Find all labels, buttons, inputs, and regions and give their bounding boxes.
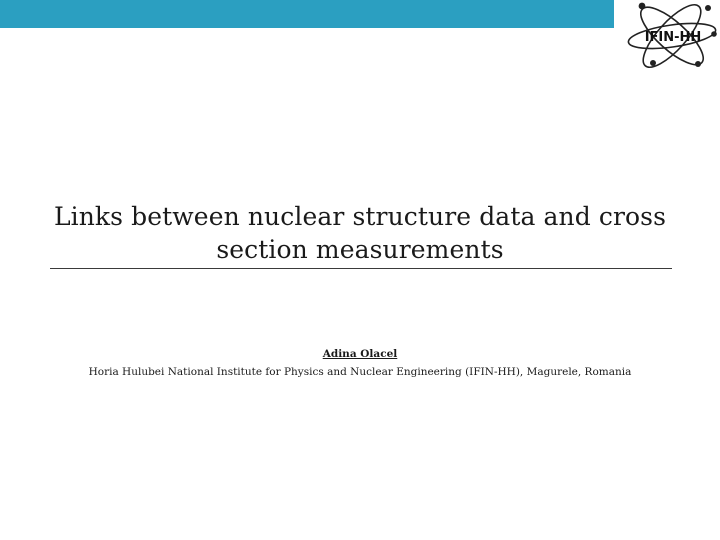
- logo-text: IFIN-HH: [644, 30, 702, 45]
- ifin-hh-logo: [622, 0, 720, 72]
- slide-title: Links between nuclear structure data and cross section measurements: [53, 202, 667, 264]
- author-name: Adina Olacel: [322, 348, 398, 360]
- author-affiliation: Horia Hulubei National Institute for Physics and Nuclear Engineering (IFIN-HH), Magurele, Romania: [88, 366, 632, 378]
- atom-logo-icon: [622, 0, 720, 72]
- title-divider: [50, 268, 672, 269]
- header-accent-bar: [0, 0, 614, 28]
